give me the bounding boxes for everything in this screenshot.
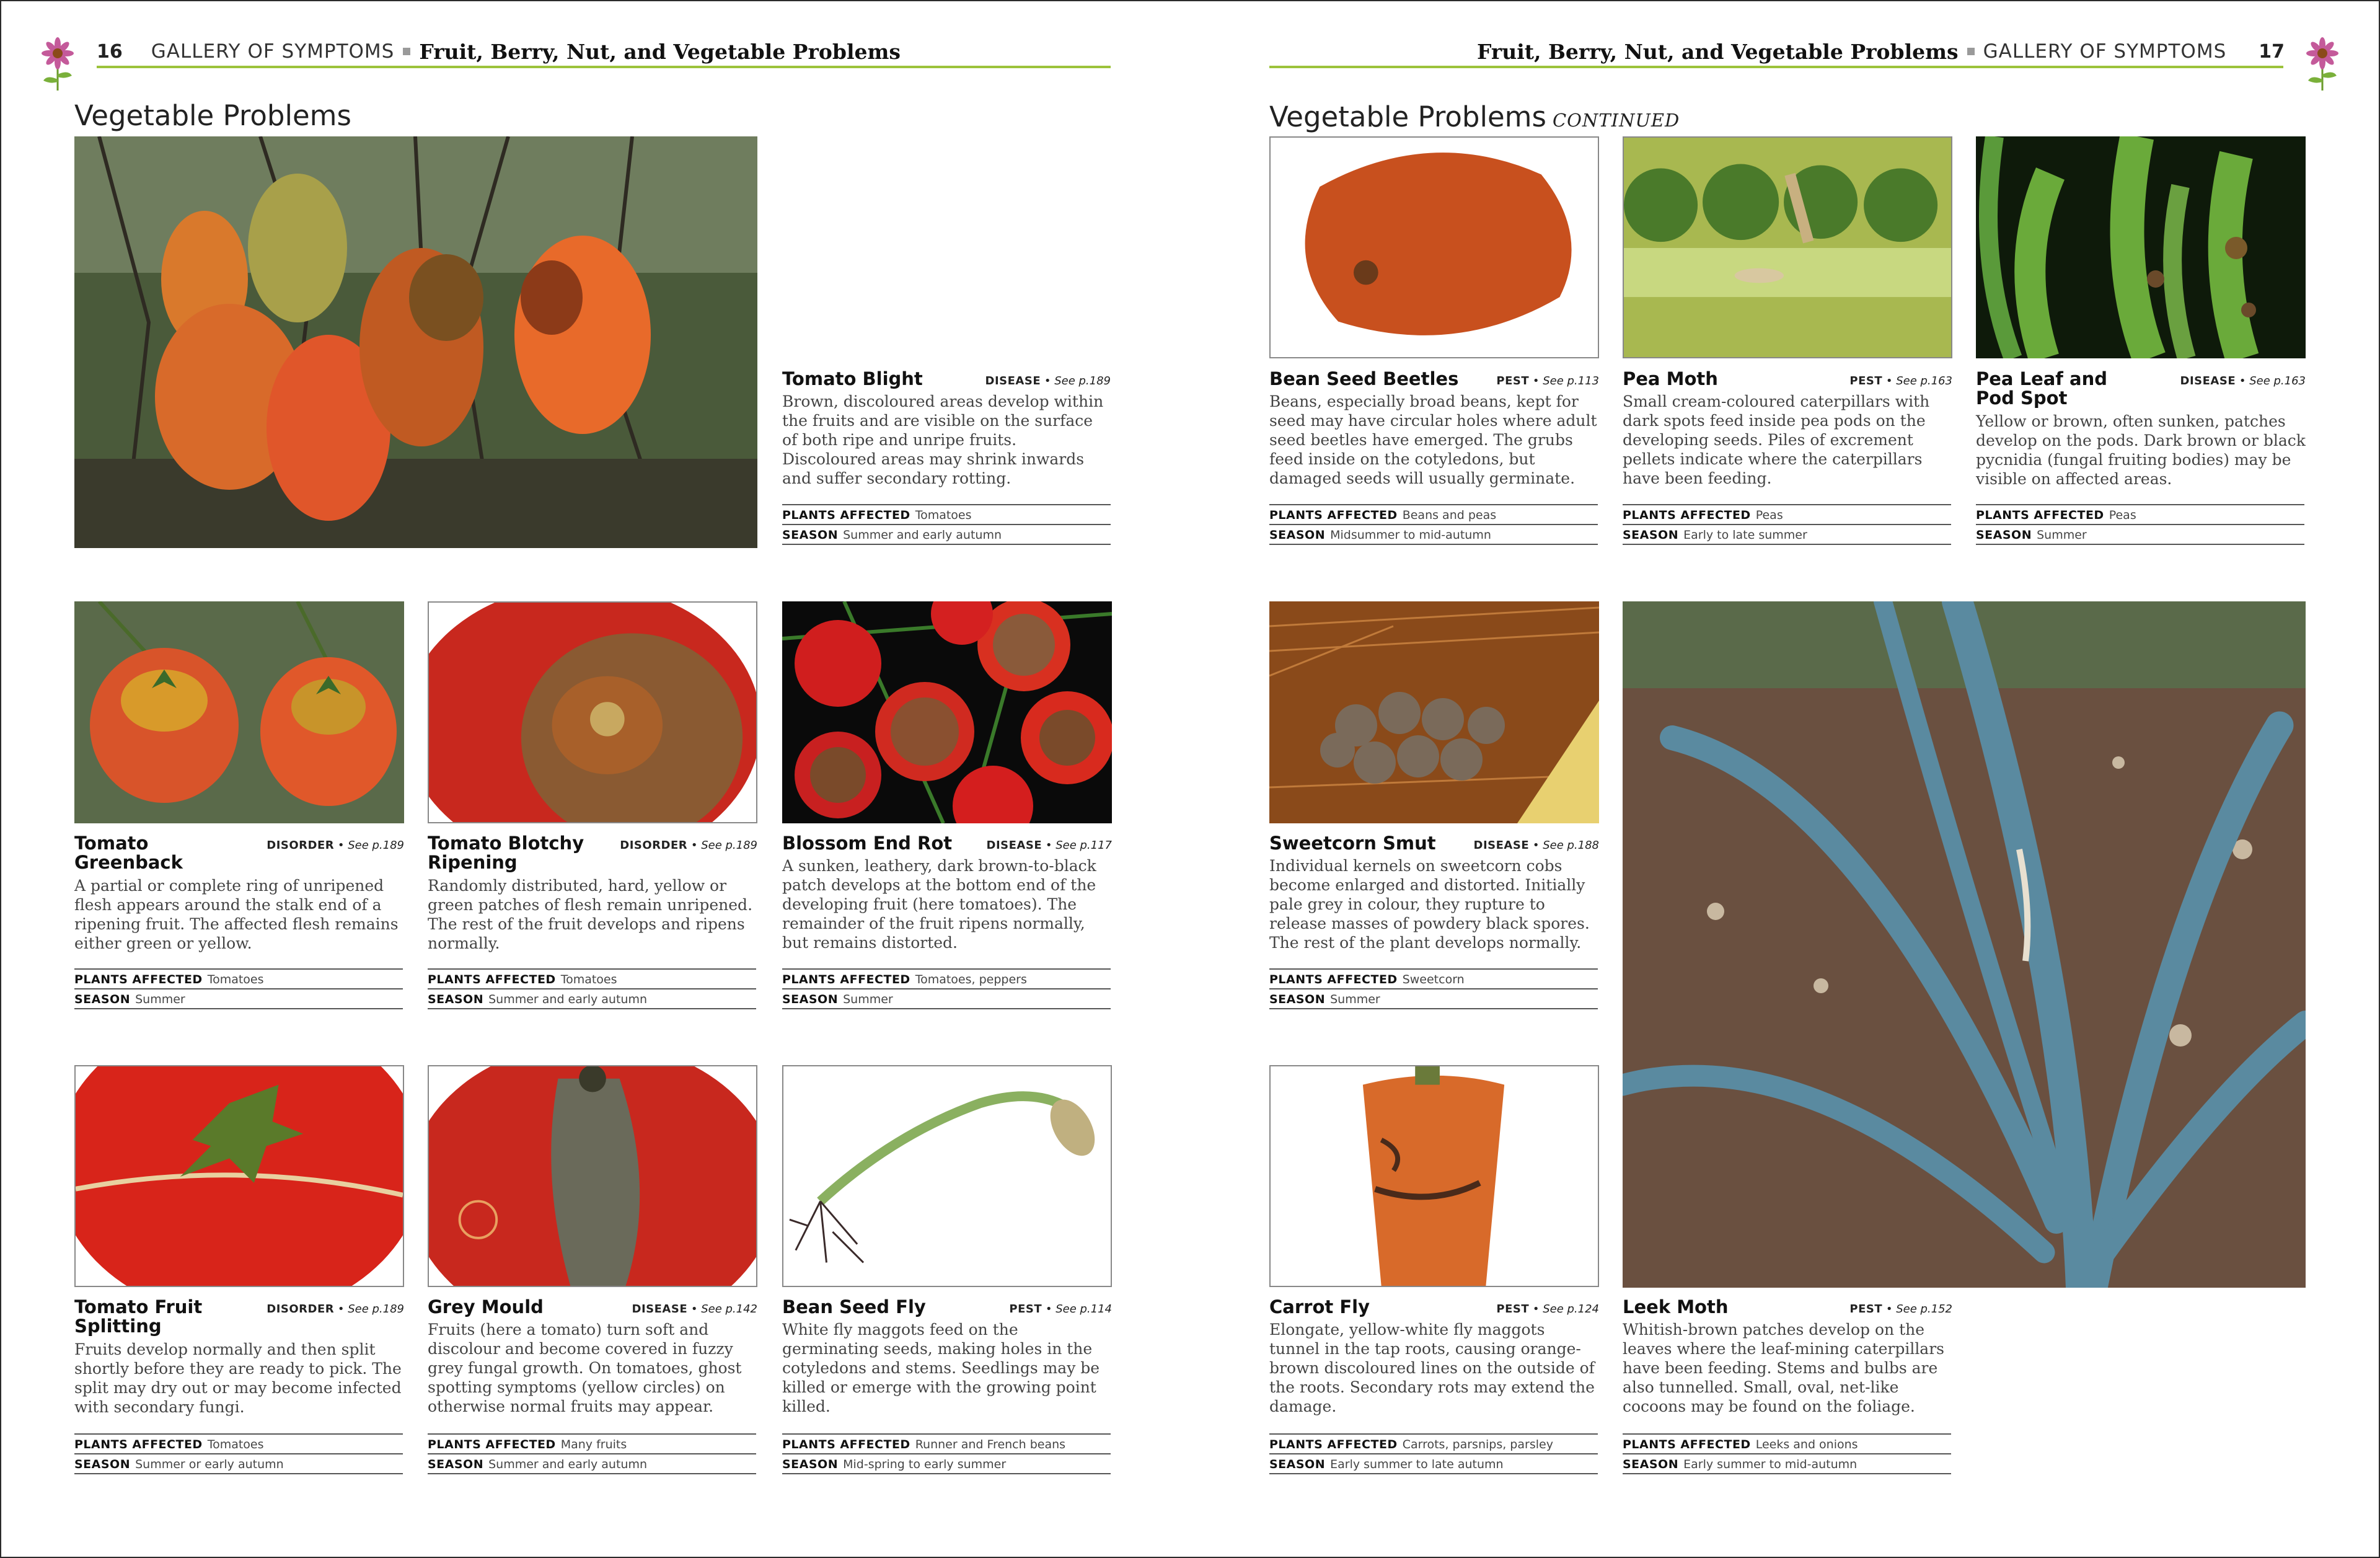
entry-description: Fruits (here a tomato) turn soft and discolour and become covered in fuzzy grey fungal growth. On tomatoes, ghost spotting symptoms (yellow circles) on otherwise normal fruits may appear. <box>428 1321 742 1415</box>
tomato-fruit-splitting-photo <box>74 1065 404 1287</box>
bean-seed-fly-photo <box>782 1065 1112 1287</box>
entry-sweetcorn-smut <box>1269 834 1599 952</box>
entry-tomato-fruit-splitting <box>74 1298 404 1417</box>
entry-title: Tomato Fruit Splitting <box>74 1296 203 1337</box>
flower-icon <box>2301 36 2344 92</box>
entry-title: Sweetcorn Smut <box>1269 833 1436 854</box>
entry-category: PEST • See p.124 <box>1496 1303 1599 1316</box>
grey-mould-photo <box>428 1065 757 1287</box>
section-title: Vegetable Problems CONTINUED <box>1269 100 1680 133</box>
entry-title: Pea Moth <box>1623 368 1718 389</box>
entry-description: White fly maggots feed on the germinating seeds, making holes in the cotyledons and stems. Seedlings may be killed or emerge with the growing point killed. <box>782 1321 1100 1415</box>
section-title: Vegetable Problems <box>74 99 351 132</box>
entry-category: DISEASE • See p.189 <box>985 374 1111 387</box>
entry-meta: PLANTS AFFECTED Carrots, parsnips, parsley SEASON Early summer to late autumn <box>1269 1433 1598 1474</box>
entry-pea-moth <box>1623 370 1952 488</box>
entry-tomato-blotchy-ripening <box>428 834 757 953</box>
entry-description: Individual kernels on sweetcorn cobs become enlarged and distorted. Initially pale grey in colour, they rupture to release masses of powdery black spores. The rest of the plant develops normally. <box>1269 857 1590 952</box>
page-number: 16 <box>97 40 123 63</box>
entry-meta: PLANTS AFFECTED Many fruits SEASON Summer and early autumn <box>428 1433 756 1474</box>
entry-grey-mould <box>428 1298 757 1416</box>
sweetcorn-smut-photo <box>1269 601 1599 823</box>
entry-category: PEST • See p.152 <box>1849 1303 1952 1316</box>
carrot-fly-photo <box>1269 1065 1599 1287</box>
bean-seed-beetles-photo <box>1269 136 1599 358</box>
entry-meta: PLANTS AFFECTED Tomatoes SEASON Summer <box>74 968 403 1009</box>
tomato-blight-photo <box>74 136 757 548</box>
entry-description: Yellow or brown, often sunken, patches develop on the pods. Dark brown or black pycnidia (fungal fruiting bodies) may be visible on affected areas. <box>1976 412 2306 488</box>
chapter-title: Fruit, Berry, Nut, and Vegetable Problems <box>419 39 901 64</box>
entry-tomato-blight <box>782 370 1111 488</box>
entry-category: DISEASE • See p.188 <box>1473 839 1599 852</box>
separator-square <box>1967 48 1975 55</box>
header-rule <box>97 66 1111 68</box>
entry-category: DISORDER • See p.189 <box>267 1303 404 1316</box>
entry-bean-seed-beetles <box>1269 370 1599 488</box>
header-rule <box>1269 66 2283 68</box>
continued-label: CONTINUED <box>1552 110 1680 131</box>
entry-meta: PLANTS AFFECTED Tomatoes, peppers SEASON Summer <box>782 968 1111 1009</box>
separator-square <box>403 48 410 55</box>
right-running-header <box>1477 34 2285 69</box>
entry-description: A partial or complete ring of unripened flesh appears around the stalk end of a ripening fruit. The affected flesh remains either green or yellow. <box>74 877 399 952</box>
entry-title: Tomato Greenback <box>74 833 183 873</box>
tomato-blotchy-ripening-photo <box>428 601 757 823</box>
entry-title: Grey Mould <box>428 1296 544 1317</box>
leek-moth-photo <box>1623 601 2306 1288</box>
entry-description: Brown, discoloured areas develop within the fruits and are visible on the surface of both ripe and unripe fruits. Discoloured areas may shrink inwards and suffer secondary rotting. <box>782 392 1104 487</box>
entry-description: A sunken, leathery, dark brown-to-black patch develops at the bottom end of the developing fruit (here tomatoes). The remainder of the fruit ripens normally, but remains distorted. <box>782 857 1096 952</box>
entry-category: DISEASE • See p.163 <box>2180 374 2306 387</box>
entry-category: DISEASE • See p.142 <box>632 1303 757 1316</box>
entry-description: Small cream-coloured caterpillars with dark spots feed inside pea pods on the developing seeds. Piles of excrement pellets indicate where the caterpillars have been feeding. <box>1623 392 1930 487</box>
page-number: 17 <box>2259 40 2285 63</box>
chapter-title: Fruit, Berry, Nut, and Vegetable Problems <box>1477 39 1959 64</box>
entry-title: Carrot Fly <box>1269 1296 1370 1317</box>
entry-description: Elongate, yellow-white fly maggots tunnel in the tap roots, causing orange-brown discoloured lines on the outside of the roots. Secondary rots may extend the damage. <box>1269 1321 1595 1415</box>
flower-icon <box>36 36 79 92</box>
entry-leek-moth <box>1623 1298 1952 1416</box>
entry-title: Bean Seed Fly <box>782 1296 926 1317</box>
pea-moth-photo <box>1623 136 1952 358</box>
entry-category: PEST • See p.113 <box>1496 374 1599 387</box>
entry-title: Tomato Blotchy Ripening <box>428 833 584 873</box>
entry-meta: PLANTS AFFECTED Tomatoes SEASON Summer or early autumn <box>74 1433 403 1474</box>
entry-meta: PLANTS AFFECTED Tomatoes SEASON Summer and early autumn <box>428 968 756 1009</box>
entry-title: Pea Leaf and Pod Spot <box>1976 368 2107 409</box>
entry-meta: PLANTS AFFECTED Tomatoes SEASON Summer and early autumn <box>782 504 1111 545</box>
entry-meta: PLANTS AFFECTED Runner and French beans SEASON Mid-spring to early summer <box>782 1433 1111 1474</box>
gallery-label: GALLERY OF SYMPTOMS <box>151 40 395 63</box>
entry-meta: PLANTS AFFECTED Sweetcorn SEASON Summer <box>1269 968 1598 1009</box>
entry-category: PEST • See p.163 <box>1849 374 1952 387</box>
entry-meta: PLANTS AFFECTED Leeks and onions SEASON Early summer to mid-autumn <box>1623 1433 1951 1474</box>
entry-title: Tomato Blight <box>782 368 923 389</box>
entry-category: DISEASE • See p.117 <box>986 839 1112 852</box>
tomato-greenback-photo <box>74 601 404 823</box>
pea-leaf-and-pod-spot-photo <box>1976 136 2306 358</box>
entry-description: Beans, especially broad beans, kept for seed may have circular holes where adult seed beetles have emerged. The grubs feed inside on the cotyledons, but damaged seeds will usually germinate. <box>1269 392 1597 487</box>
entry-meta: PLANTS AFFECTED Beans and peas SEASON Midsummer to mid-autumn <box>1269 504 1598 545</box>
entry-description: Whitish-brown patches develop on the leaves where the leaf-mining caterpillars have been feeding. Stems and bulbs are also tunnelled. Small, oval, net-like cocoons may be found on the foliage. <box>1623 1321 1944 1415</box>
entry-blossom-end-rot <box>782 834 1112 952</box>
entry-meta: PLANTS AFFECTED Peas SEASON Summer <box>1976 504 2304 545</box>
entry-description: Fruits develop normally and then split shortly before they are ready to pick. The split may dry out or may become infected with secondary fungi. <box>74 1340 402 1416</box>
entry-title: Bean Seed Beetles <box>1269 368 1459 389</box>
entry-category: DISORDER • See p.189 <box>620 839 757 852</box>
entry-meta: PLANTS AFFECTED Peas SEASON Early to late summer <box>1623 504 1951 545</box>
entry-pea-leaf-and-pod-spot <box>1976 370 2306 489</box>
blossom-end-rot-photo <box>782 601 1112 823</box>
entry-title: Leek Moth <box>1623 1296 1729 1317</box>
left-running-header <box>97 34 901 69</box>
entry-category: PEST • See p.114 <box>1009 1303 1112 1316</box>
entry-description: Randomly distributed, hard, yellow or green patches of flesh remain unripened. The rest of the fruit develops and ripens normally. <box>428 877 753 952</box>
entry-title: Blossom End Rot <box>782 833 953 854</box>
gallery-label: GALLERY OF SYMPTOMS <box>1983 40 2227 63</box>
entry-carrot-fly <box>1269 1298 1599 1416</box>
entry-category: DISORDER • See p.189 <box>267 839 404 852</box>
entry-tomato-greenback <box>74 834 404 953</box>
entry-bean-seed-fly <box>782 1298 1112 1416</box>
